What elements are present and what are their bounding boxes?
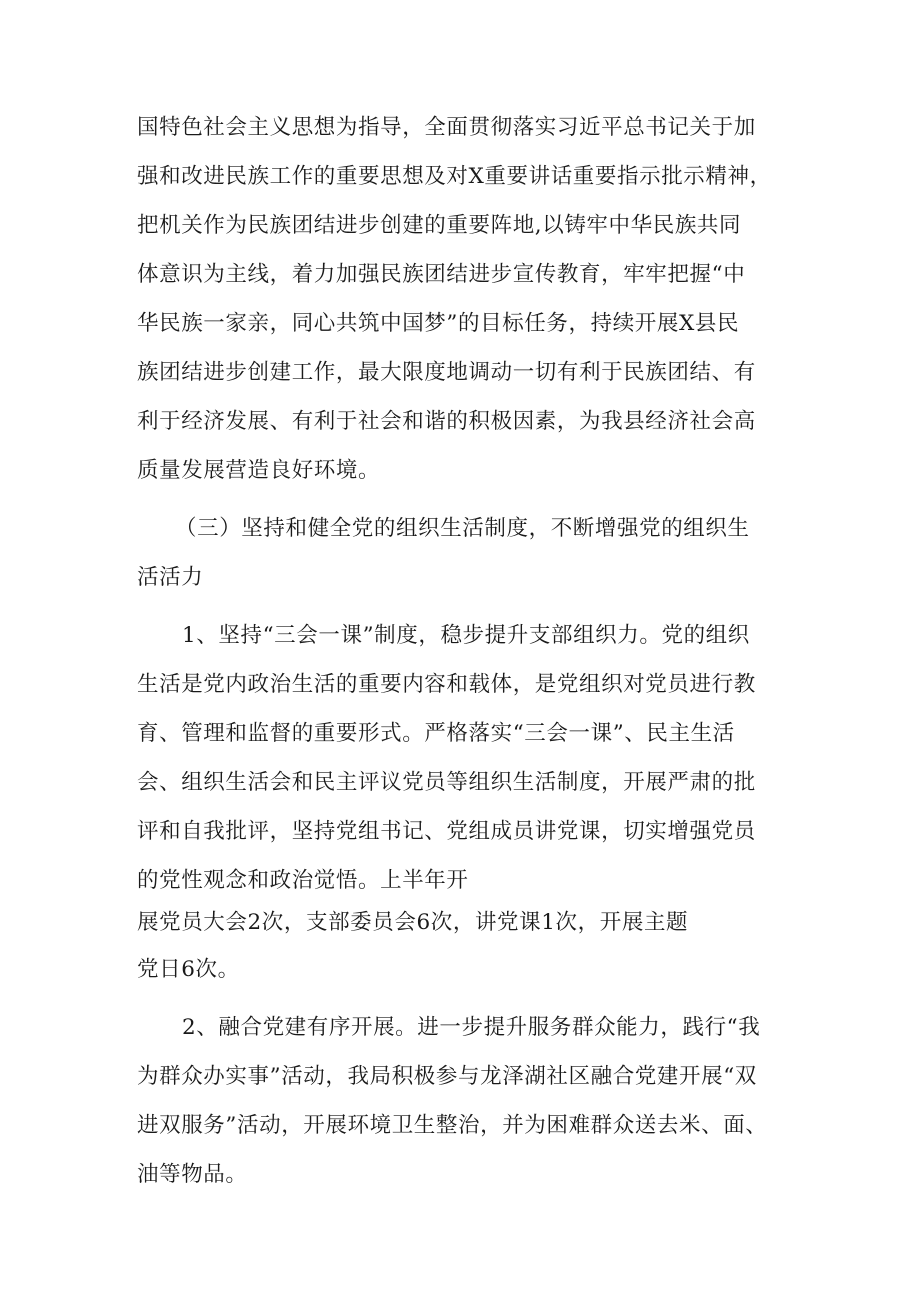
paragraph-line: 利于经济发展、有利于社会和谐的积极因素，为我县经济社会高 — [137, 409, 756, 434]
section-heading-line: 活活力 — [137, 565, 204, 590]
paragraph-line: 育、管理和监督的重要形式。严格落实“三会一课”、民主生活 — [137, 721, 735, 746]
paragraph-line: 生活是党内政治生活的重要内容和载体，是党组织对党员进行教 — [137, 672, 756, 697]
section-heading-line: （三）坚持和健全党的组织生活制度，不断增强党的组织生 — [175, 516, 750, 541]
paragraph-line: 会、组织生活会和民主评议党员等组织生活制度，开展严肃的批 — [137, 770, 756, 795]
paragraph-line: 质量发展营造良好环境。 — [137, 458, 381, 483]
paragraph-line: 国特色社会主义思想为指导，全面贯彻落实习近平总书记关于加 — [137, 115, 756, 140]
paragraph-line: 进双服务”活动，开展环境卫生整治，并为困难群众送去米、面、 — [137, 1113, 768, 1138]
paragraph-line: 党日6次。 — [137, 957, 240, 982]
paragraph-line: 把机关作为民族团结进步创建的重要阵地,以铸牢中华民族共同 — [137, 213, 742, 238]
paragraph-line: 华民族一家亲，同心共筑中国梦”的目标任务，持续开展X县民 — [137, 311, 740, 336]
paragraph-line: 体意识为主线，着力加强民族团结进步宣传教育，牢牢把握“中 — [137, 262, 746, 287]
paragraph-line: 1、坚持“三会一课”制度，稳步提升支部组织力。党的组织 — [182, 623, 750, 648]
paragraph-line: 的党性观念和政治觉悟。上半年开 — [137, 868, 469, 893]
paragraph-line: 评和自我批评，坚持党组书记、党组成员讲党课，切实增强党员 — [137, 819, 756, 844]
paragraph-line: 为群众办实事”活动，我局积极参与龙泽湖社区融合党建开展“双 — [137, 1064, 757, 1089]
paragraph-line: 族团结进步创建工作，最大限度地调动一切有利于民族团结、有 — [137, 360, 756, 385]
paragraph-line: 油等物品。 — [137, 1162, 248, 1187]
paragraph-line: 展党员大会2次，支部委员会6次，讲党课1次，开展主题 — [137, 910, 689, 935]
paragraph-line: 2、融合党建有序开展。进一步提升服务群众能力，践行“我 — [182, 1015, 761, 1040]
paragraph-line: 强和改进民族工作的重要思想及对X重要讲话重要指示批示精神， — [137, 164, 772, 189]
